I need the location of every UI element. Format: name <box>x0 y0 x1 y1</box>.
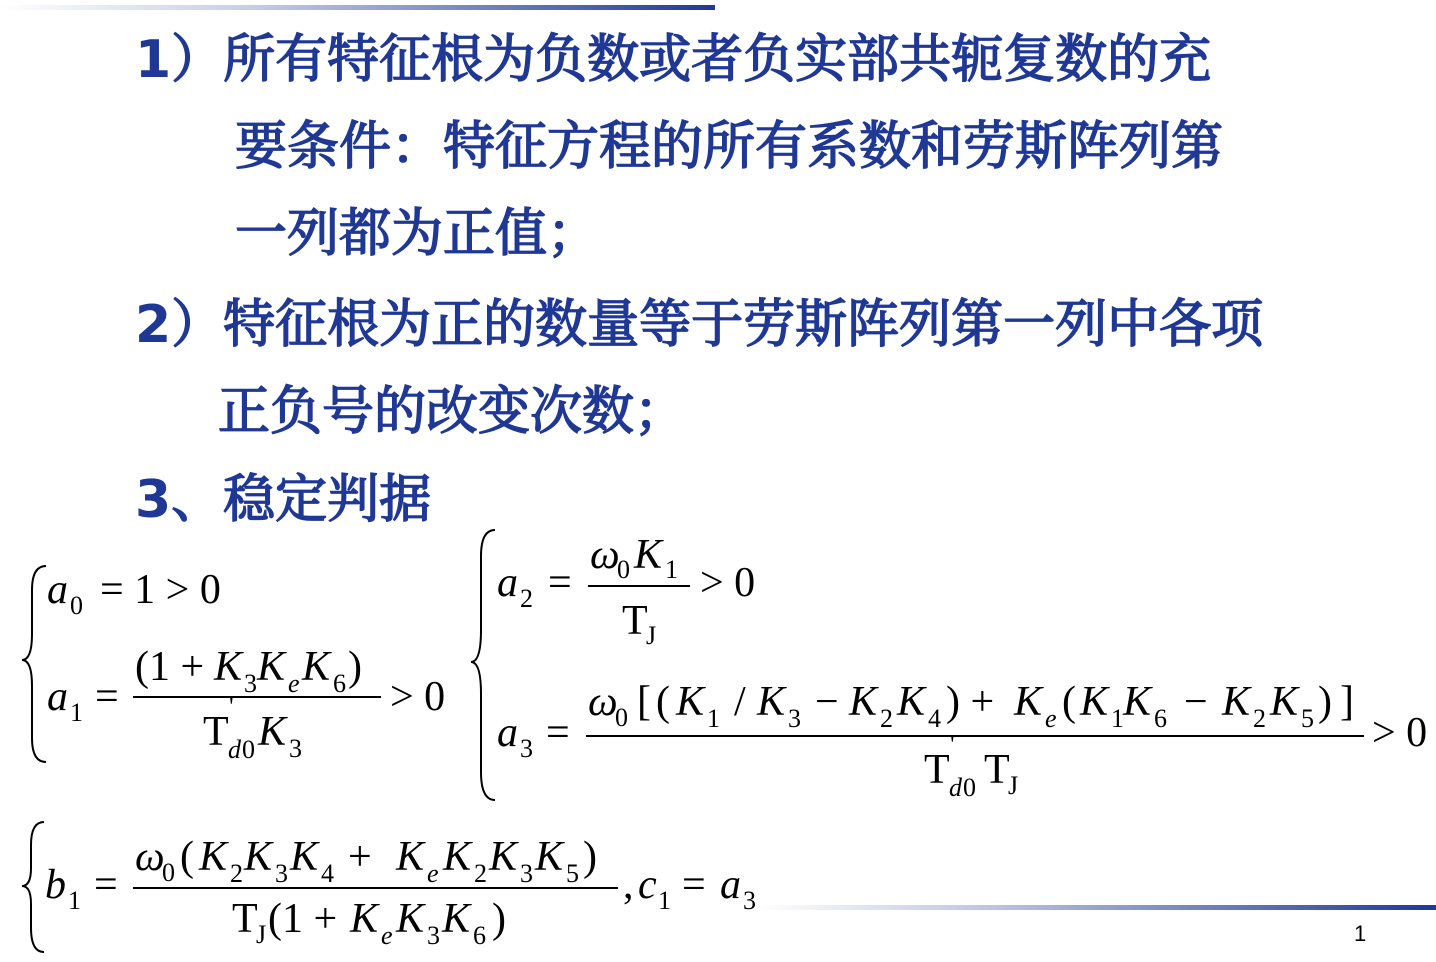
svg-text:e: e <box>381 921 393 950</box>
svg-text:): ) <box>1318 679 1332 725</box>
svg-text:K: K <box>199 834 228 880</box>
svg-text:0: 0 <box>615 703 628 732</box>
svg-text:=: = <box>548 560 572 606</box>
svg-text:4: 4 <box>321 859 334 888</box>
svg-text:5: 5 <box>1301 704 1314 733</box>
svg-text:a: a <box>47 674 68 720</box>
svg-text:T: T <box>984 747 1010 793</box>
svg-text:K: K <box>757 679 786 725</box>
svg-text:0: 0 <box>162 858 175 887</box>
svg-text:=: = <box>546 710 570 756</box>
svg-text:> 0: > 0 <box>390 674 446 720</box>
formula-a3 <box>497 679 1427 802</box>
svg-text:=: = <box>95 674 119 720</box>
svg-text:,: , <box>623 862 634 908</box>
svg-text:T: T <box>232 896 258 942</box>
svg-text:': ' <box>229 692 234 721</box>
svg-text:K: K <box>1080 679 1109 725</box>
svg-text:3: 3 <box>244 669 257 698</box>
svg-text:(1 +: (1 + <box>135 644 205 690</box>
point-2-line-1: 2）特征根为正的数量等于劳斯阵列第一列中各项 <box>135 295 1264 355</box>
svg-text:K: K <box>1014 679 1043 725</box>
point-2-line-2: 正负号的改变次数； <box>218 382 687 442</box>
svg-text:): ) <box>348 644 362 690</box>
svg-text:): ) <box>492 896 506 942</box>
svg-text:(1 +: (1 + <box>268 896 338 942</box>
svg-text:4: 4 <box>928 704 941 733</box>
svg-text:=: = <box>94 862 118 908</box>
svg-text:2: 2 <box>520 584 533 613</box>
svg-text:a: a <box>497 560 518 606</box>
svg-text:K: K <box>442 896 471 942</box>
svg-text:K: K <box>257 644 286 690</box>
svg-text:2: 2 <box>230 859 243 888</box>
svg-text:): ) <box>583 834 597 880</box>
svg-text:K: K <box>1123 679 1152 725</box>
svg-text:0: 0 <box>242 735 255 764</box>
formula-a0 <box>47 567 221 620</box>
point-1-line-3: 一列都为正值； <box>235 204 600 264</box>
svg-text:2: 2 <box>880 704 893 733</box>
svg-text:e: e <box>427 859 439 888</box>
svg-text:2: 2 <box>1253 704 1266 733</box>
svg-text:(: ( <box>656 679 670 725</box>
svg-text:d: d <box>949 773 962 802</box>
svg-text:1: 1 <box>68 886 81 915</box>
svg-text:3: 3 <box>743 886 756 915</box>
svg-text:) +: ) + <box>946 679 995 725</box>
svg-text:0: 0 <box>963 773 976 802</box>
formula-a2 <box>497 532 755 650</box>
svg-text:d: d <box>228 735 241 764</box>
point-1-line-2: 要条件：特征方程的所有系数和劳斯阵列第 <box>235 117 1224 177</box>
svg-text:−: − <box>1184 679 1208 725</box>
svg-text:J: J <box>256 920 267 949</box>
svg-text:K: K <box>535 834 564 880</box>
formula-b1-c1 <box>45 834 756 950</box>
svg-text:c: c <box>638 862 657 908</box>
svg-text:6: 6 <box>1154 704 1167 733</box>
svg-text:ω: ω <box>588 679 618 725</box>
svg-text:> 0: > 0 <box>1372 710 1428 756</box>
svg-text:T: T <box>622 598 648 644</box>
svg-text:K: K <box>1270 679 1299 725</box>
svg-text:> 0: > 0 <box>700 560 756 606</box>
svg-text:K: K <box>443 834 472 880</box>
svg-text:1: 1 <box>1111 704 1124 733</box>
svg-text:K: K <box>676 679 705 725</box>
svg-text:/: / <box>734 679 746 725</box>
svg-text:(: ( <box>180 834 194 880</box>
svg-text:K: K <box>897 679 926 725</box>
svg-text:K: K <box>489 834 518 880</box>
point-1-line-1: 1）所有特征根为负数或者负实部共轭复数的充 <box>135 30 1212 90</box>
svg-text:3: 3 <box>520 734 533 763</box>
svg-text:e: e <box>288 669 300 698</box>
svg-text:ω: ω <box>135 834 165 880</box>
svg-text:a: a <box>720 862 741 908</box>
svg-text:e: e <box>1045 704 1057 733</box>
svg-text:T: T <box>924 747 950 793</box>
svg-text:J: J <box>1008 771 1019 800</box>
svg-text:3: 3 <box>275 859 288 888</box>
svg-text:3: 3 <box>788 704 801 733</box>
svg-text:a: a <box>497 710 518 756</box>
svg-text:K: K <box>396 896 425 942</box>
svg-text:=: = <box>682 862 706 908</box>
svg-text:K: K <box>634 532 663 578</box>
svg-text:3: 3 <box>427 921 440 950</box>
svg-text:K: K <box>396 834 425 880</box>
svg-text:1: 1 <box>707 704 720 733</box>
svg-text:0: 0 <box>70 591 83 620</box>
svg-text:': ' <box>950 730 955 759</box>
svg-text:6: 6 <box>333 669 346 698</box>
svg-text:[: [ <box>637 679 651 725</box>
svg-text:1: 1 <box>665 555 678 584</box>
svg-text:ω: ω <box>590 532 620 578</box>
svg-text:K: K <box>849 679 878 725</box>
svg-text:]: ] <box>1340 679 1354 725</box>
svg-text:K: K <box>258 709 287 755</box>
svg-text:K: K <box>290 834 319 880</box>
svg-text:K: K <box>244 834 273 880</box>
svg-text:a: a <box>47 567 68 613</box>
svg-text:+: + <box>348 834 372 880</box>
svg-text:0: 0 <box>617 555 630 584</box>
svg-text:(: ( <box>1062 679 1076 725</box>
svg-text:K: K <box>214 644 243 690</box>
page-number: 1 <box>1354 921 1367 946</box>
svg-text:2: 2 <box>474 859 487 888</box>
svg-text:−: − <box>815 679 839 725</box>
svg-text:K: K <box>1222 679 1251 725</box>
formula-a1 <box>47 644 445 764</box>
svg-text:= 1 > 0: = 1 > 0 <box>100 567 221 613</box>
svg-text:5: 5 <box>566 859 579 888</box>
svg-text:J: J <box>646 621 657 650</box>
svg-text:1: 1 <box>70 698 83 727</box>
point-3-heading: 3、稳定判据 <box>135 470 432 530</box>
svg-text:K: K <box>350 896 379 942</box>
svg-text:3: 3 <box>520 859 533 888</box>
svg-text:T: T <box>203 709 229 755</box>
svg-text:K: K <box>302 644 331 690</box>
svg-text:6: 6 <box>473 921 486 950</box>
svg-text:1: 1 <box>658 886 671 915</box>
svg-text:3: 3 <box>289 734 302 763</box>
svg-text:b: b <box>45 862 66 908</box>
